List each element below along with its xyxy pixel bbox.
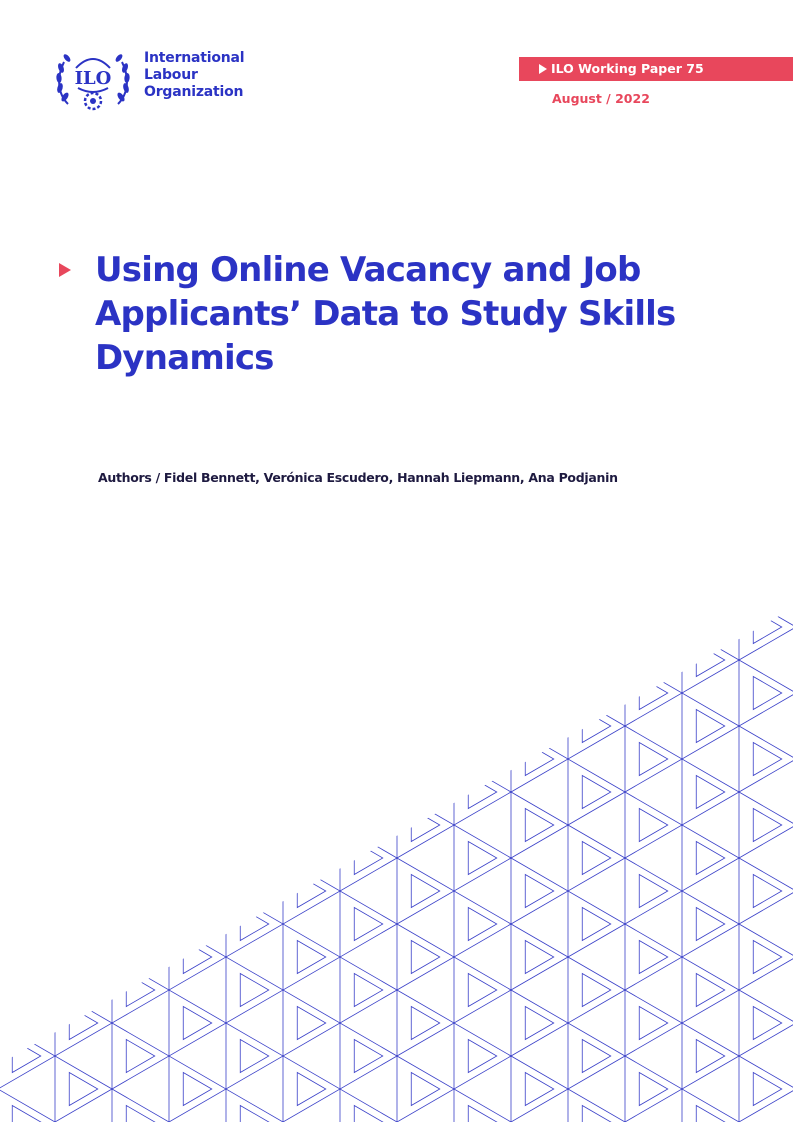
lattice-inner-triangle [753, 1073, 782, 1106]
organization-name-line: International [144, 50, 245, 66]
lattice-inner-triangle [240, 1106, 269, 1122]
lattice-line [0, 841, 793, 1122]
lattice-inner-triangle [525, 1007, 554, 1040]
lattice-line [0, 709, 793, 1122]
lattice-inner-triangle [582, 644, 611, 677]
lattice-inner-triangle [753, 611, 782, 644]
lattice-inner-triangle [696, 710, 725, 743]
lattice-inner-triangle [525, 809, 554, 842]
lattice-inner-triangle [696, 1040, 725, 1073]
lattice-line [0, 699, 793, 1122]
lattice-inner-triangle [183, 941, 212, 974]
lattice-inner-triangle [354, 1040, 383, 1073]
lattice-line [0, 105, 793, 743]
lattice-inner-triangle [753, 545, 782, 578]
lattice-inner-triangle [639, 809, 668, 842]
lattice-inner-triangle [183, 1073, 212, 1106]
lattice-inner-triangle [354, 710, 383, 743]
lattice-inner-triangle [696, 578, 725, 611]
lattice-inner-triangle [240, 974, 269, 1007]
lattice-inner-triangle [525, 611, 554, 644]
lattice-inner-triangle [354, 974, 383, 1007]
lattice-inner-triangle [240, 776, 269, 809]
lattice-inner-triangle [525, 743, 554, 776]
lattice-line [0, 313, 793, 951]
lattice-inner-triangle [468, 710, 497, 743]
lattice-line [0, 643, 793, 1122]
lattice-inner-triangle [411, 1073, 440, 1106]
lattice-inner-triangle [753, 941, 782, 974]
lattice-inner-triangle [525, 1073, 554, 1106]
authors-line: Authors / Fidel Bennett, Verónica Escudero, Hannah Liepmann, Ana Podjanin [98, 470, 618, 485]
lattice-inner-triangle [753, 1007, 782, 1040]
lattice-inner-triangle [69, 941, 98, 974]
lattice-line [0, 115, 793, 753]
lattice-inner-triangle [468, 644, 497, 677]
lattice-inner-triangle [183, 1007, 212, 1040]
lattice-line [0, 0, 793, 281]
lattice-inner-triangle [696, 1106, 725, 1122]
lattice-line [0, 369, 793, 1007]
lattice-inner-triangle [126, 974, 155, 1007]
lattice-line [0, 765, 793, 1122]
publication-date: August / 2022 [552, 91, 650, 106]
lattice-inner-triangle [411, 1007, 440, 1040]
lattice-line [0, 775, 793, 1122]
lattice-inner-triangle [468, 1106, 497, 1122]
lattice-inner-triangle [753, 809, 782, 842]
lattice-inner-triangle [639, 743, 668, 776]
lattice-inner-triangle [297, 1073, 326, 1106]
lattice-inner-triangle [297, 941, 326, 974]
lattice-inner-triangle [582, 908, 611, 941]
lattice-line [0, 633, 793, 1122]
lattice-line [0, 567, 793, 1122]
ilo-logo [54, 44, 254, 114]
lattice-inner-triangle [354, 1106, 383, 1122]
lattice-inner-triangle [354, 908, 383, 941]
lattice-inner-triangle [525, 941, 554, 974]
lattice-line [0, 973, 793, 1122]
lattice-inner-triangle [639, 1073, 668, 1106]
organization-name-line: Organization [144, 84, 244, 100]
lattice-line [0, 1105, 793, 1122]
title-line: Using Online Vacancy and Job [95, 250, 641, 290]
lattice-inner-triangle [582, 974, 611, 1007]
lattice-inner-triangle [696, 908, 725, 941]
lattice-line [0, 0, 793, 17]
lattice-inner-triangle [639, 1007, 668, 1040]
lattice-inner-triangle [468, 842, 497, 875]
lattice-line [0, 897, 793, 1122]
lattice-inner-triangle [297, 1007, 326, 1040]
lattice-inner-triangle [69, 1007, 98, 1040]
lattice-line [0, 963, 793, 1122]
organization-name [144, 50, 244, 101]
lattice-inner-triangle [126, 908, 155, 941]
lattice-inner-triangle [126, 842, 155, 875]
lattice-line [0, 1095, 793, 1122]
lattice-inner-triangle [12, 908, 41, 941]
lattice-inner-triangle [582, 578, 611, 611]
lattice-inner-triangle [696, 974, 725, 1007]
title-line: Applicants’ Data to Study Skills [95, 294, 676, 334]
lattice-inner-triangle [468, 908, 497, 941]
lattice-line [0, 1029, 793, 1122]
organization-name-line: Labour [144, 67, 198, 83]
lattice-inner-triangle [297, 875, 326, 908]
lattice-line [0, 511, 793, 1122]
lattice-inner-triangle [468, 776, 497, 809]
lattice-inner-triangle [411, 743, 440, 776]
title-triangle-icon [59, 263, 71, 277]
lattice-inner-triangle [696, 644, 725, 677]
lattice-inner-triangle [753, 875, 782, 908]
lattice-inner-triangle [240, 842, 269, 875]
ilo-emblem-icon [54, 44, 132, 112]
lattice-inner-triangle [411, 809, 440, 842]
lattice-inner-triangle [12, 1040, 41, 1073]
lattice-inner-triangle [240, 908, 269, 941]
lattice-inner-triangle [354, 776, 383, 809]
play-triangle-icon [539, 64, 547, 74]
series-banner [519, 57, 793, 81]
lattice-inner-triangle [468, 1040, 497, 1073]
lattice-inner-triangle [411, 941, 440, 974]
lattice-inner-triangle [183, 809, 212, 842]
lattice-line [0, 445, 793, 1083]
lattice-inner-triangle [183, 875, 212, 908]
lattice-inner-triangle [696, 842, 725, 875]
lattice-line [0, 0, 793, 27]
lattice-inner-triangle [639, 611, 668, 644]
lattice-inner-triangle [126, 1040, 155, 1073]
series-label: ILO Working Paper 75 [551, 61, 704, 76]
lattice-inner-triangle [696, 776, 725, 809]
lattice-inner-triangle [753, 677, 782, 710]
lattice-inner-triangle [468, 974, 497, 1007]
lattice-inner-triangle [582, 710, 611, 743]
lattice-inner-triangle [126, 1106, 155, 1122]
lattice-inner-triangle [411, 677, 440, 710]
lattice-inner-triangle [639, 875, 668, 908]
lattice-inner-triangle [582, 1106, 611, 1122]
lattice-inner-triangle [297, 809, 326, 842]
lattice-inner-triangle [639, 545, 668, 578]
title-line: Dynamics [95, 338, 274, 378]
lattice-line [0, 501, 793, 1122]
lattice-line [0, 831, 793, 1122]
lattice-inner-triangle [297, 743, 326, 776]
emblem-lettering: ILO [74, 68, 112, 89]
lattice-line [0, 907, 793, 1122]
lattice-inner-triangle [69, 875, 98, 908]
lattice-line [0, 1039, 793, 1122]
lattice-inner-triangle [69, 1073, 98, 1106]
lattice-inner-triangle [639, 941, 668, 974]
paper-title [95, 248, 695, 380]
lattice-inner-triangle [411, 875, 440, 908]
lattice-inner-triangle [753, 743, 782, 776]
lattice-inner-triangle [582, 1040, 611, 1073]
lattice-inner-triangle [525, 875, 554, 908]
lattice-inner-triangle [582, 842, 611, 875]
lattice-line [0, 435, 793, 1073]
lattice-inner-triangle [240, 1040, 269, 1073]
lattice-inner-triangle [639, 677, 668, 710]
lattice-line [0, 577, 793, 1122]
lattice-inner-triangle [354, 842, 383, 875]
lattice-inner-triangle [12, 1106, 41, 1122]
lattice-inner-triangle [12, 974, 41, 1007]
lattice-inner-triangle [525, 677, 554, 710]
lattice-inner-triangle [582, 776, 611, 809]
lattice-line [0, 303, 793, 941]
